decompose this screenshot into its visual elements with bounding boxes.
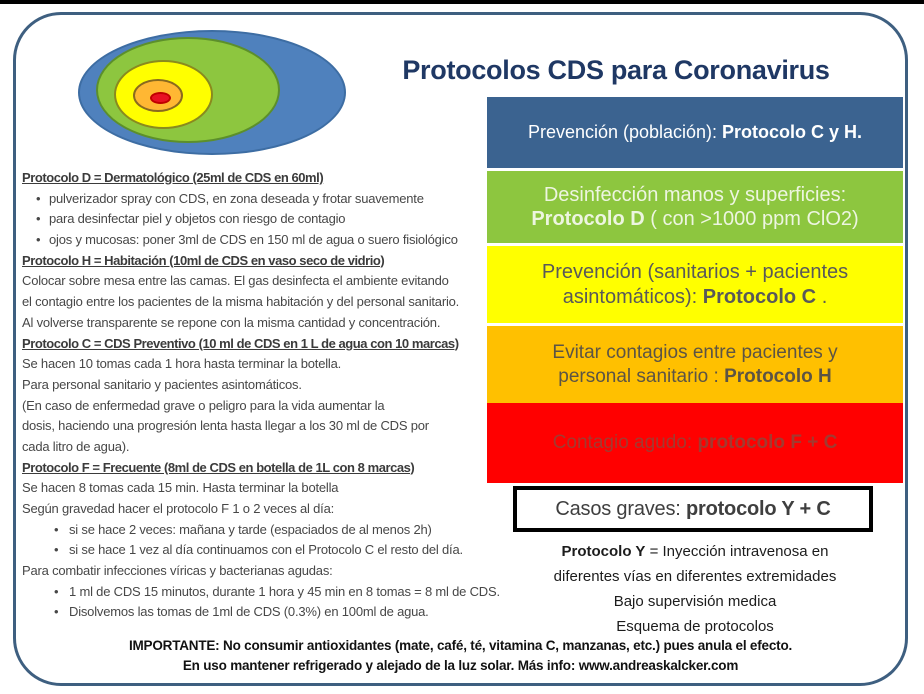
venn-ring-red [150,92,171,104]
prevention-sanitary-box-text [517,260,873,309]
severe-cases-protocol: protocolo Y + C [685,497,831,520]
footer-line-2: En uso mantener refrigerado y alejado de la luz solar. Más info: www.andreaskalcker.com [182,658,739,673]
venn-ring-orange [133,79,183,112]
severe-cases-pre: Casos graves: [555,497,686,520]
protocol-bullet-item: • si se hace 2 veces: mañana y tarde (espaciados de al menos 2h) [22,520,506,541]
severe-cases-box [513,486,873,532]
protocol-heading: Protocolo H = Habitación (10ml de CDS en vaso seco de vidrio) [22,252,385,268]
protocol-text-line: dosis, haciendo una progresión lenta hasta llegar a los 30 ml de CDS por [22,418,429,434]
avoid-contagion-box-text [517,341,873,387]
protocol-text-line: cada litro de agua). [22,438,130,454]
disinfection-box [487,171,903,243]
disinfection-box-protocol: Protocolo D [531,208,645,230]
venn-ring-yellow [114,60,213,129]
protocol-bullet-item: • ojos y mucosas: poner 3ml de CDS en 150 ml de agua o suero fisiológico [22,230,506,251]
prevention-population-box-protocol: Protocolo C y H. [722,121,863,142]
protocol-heading: Protocolo D = Dermatológico (25ml de CDS en 60ml) [22,170,324,185]
avoid-contagion-box-label: Evitar contagios entre pacientes y personal sanitario : [552,342,838,387]
acute-contagion-box-label: Contagio agudo: [552,432,698,454]
slide-card [13,12,908,686]
protocol-text-line: Para personal sanitario y pacientes asintomáticos. [22,376,302,392]
prevention-population-box [487,97,903,168]
acute-contagion-box [487,403,903,483]
prevention-population-box-text [528,122,862,144]
avoid-contagion-box [487,326,903,403]
protocol-y-notes [487,539,903,639]
note-line-1 [487,539,903,564]
slide-title: Protocolos CDS para Coronavirus [402,55,830,85]
protocol-boxes [487,97,903,487]
protocol-text-line: Según gravedad hacer el protocolo F 1 o 2 veces al día: [22,501,335,516]
prevention-sanitary-box [487,246,903,323]
protocol-bullet-item: • pulverizador spray con CDS, en zona deseada y frotar suavemente [22,189,506,210]
prevention-sanitary-box-suffix: . [816,285,828,308]
venn-ring-blue [78,30,346,155]
disinfection-box-text [517,183,873,232]
protocol-bullet-item: • Disolvemos las tomas de 1ml de CDS (0.3%) en 100ml de agua. [22,602,506,623]
protocol-bullet-item: • 1 ml de CDS 15 minutos, durante 1 hora y 45 min en 8 tomas = 8 ml de CDS. [22,582,506,603]
protocol-heading: Protocolo C = CDS Preventivo (10 ml de CDS en 1 L de agua con 10 marcas) [22,335,459,351]
protocol-bullet-item: • si se hace 1 vez al día continuamos con el Protocolo C el resto del día. [22,540,506,561]
protocol-text-line: Se hacen 10 tomas cada 1 hora hasta terminar la botella. [22,356,342,372]
prevention-sanitary-box-protocol: Protocolo C [702,285,817,308]
protocol-text-line: Colocar sobre mesa entre las camas. El gas desinfecta el ambiente evitando [22,273,449,289]
protocol-y-text: = Inyección intravenosa en [645,543,829,560]
protocol-text-line: Para combatir infecciones víricas y bacterianas agudas: [22,563,333,579]
prevention-population-box-label: Prevención (población): [527,121,723,142]
note-line-2: diferentes vías en diferentes extremidades [553,568,837,585]
protocol-text-line: Se hacen 8 tomas cada 15 min. Hasta terminar la botella [22,480,339,496]
protocol-text-line: el contagio entre los pacientes de la misma habitación y del personal sanitario. [22,294,460,310]
avoid-contagion-box-protocol: Protocolo H [724,365,832,387]
note-line-4: Esquema de protocolos [616,618,774,635]
disinfection-box-suffix: ( con >1000 ppm ClO2) [644,208,859,230]
protocol-text-line: Al volverse transparente se repone con la misma cantidad y concentración. [22,314,441,330]
acute-contagion-box-text [553,431,838,454]
protocol-bullet-item: • para desinfectar piel y objetos con riesgo de contagio [22,209,506,230]
venn-ring-green [96,37,280,143]
footer-warning [16,636,905,676]
top-bar [0,0,924,4]
acute-contagion-box-protocol: protocolo F + C [697,432,838,454]
protocol-heading: Protocolo F = Frecuente (8ml de CDS en botella de 1L con 8 marcas) [22,459,415,475]
protocol-descriptions [22,168,506,623]
disinfection-box-label: Desinfección manos y superficies: [543,183,847,206]
note-line-3: Bajo supervisión medica [613,593,777,610]
prevention-sanitary-box-label: Prevención (sanitarios + pacientes asintomáticos): [541,261,849,308]
severe-cases-label [555,498,830,521]
footer-line-1: IMPORTANTE: No consumir antioxidantes (mate, café, té, vitamina C, manzanas, etc.) pues anula el efecto. [128,638,793,653]
protocol-y-label: Protocolo Y [561,543,646,560]
protocol-text-line: (En caso de enfermedad grave o peligro para la vida aumentar la [22,397,385,413]
